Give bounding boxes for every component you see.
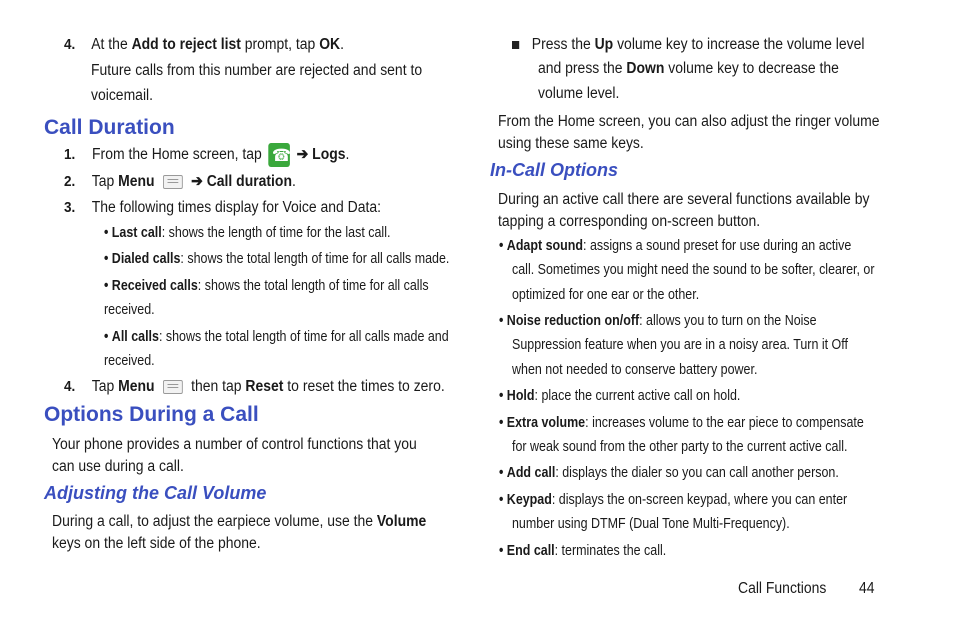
bullet-desc: : shows the total length of time for all calls made and bbox=[158, 329, 449, 345]
up-label: Up bbox=[594, 36, 614, 53]
menu-label: Menu bbox=[118, 173, 155, 190]
page-number: 44 bbox=[859, 580, 875, 597]
volume-line1 bbox=[52, 510, 426, 534]
bullet-icon: • bbox=[499, 238, 504, 254]
bullet-desc-continued: received. bbox=[104, 302, 155, 318]
ringer-line1: From the Home screen, you can also adjust the ringer volume bbox=[498, 113, 880, 130]
bullet-icon: • bbox=[499, 388, 504, 404]
arrow-icon: ➔ bbox=[191, 173, 203, 190]
list-item bbox=[499, 411, 864, 435]
press-up-down-item bbox=[512, 33, 864, 57]
bullet-desc: : displays the on-screen keypad, where you can enter bbox=[551, 492, 848, 508]
bullet-icon: • bbox=[104, 225, 109, 241]
bullet-term: End call bbox=[506, 543, 555, 559]
bullet-icon: • bbox=[104, 278, 109, 294]
bullet-icon: • bbox=[499, 492, 504, 508]
bullet-desc: : shows the length of time for the last call. bbox=[161, 225, 391, 241]
in-call-options-heading: In-Call Options bbox=[490, 160, 618, 180]
bullet-desc: : shows the total length of time for all calls bbox=[197, 278, 429, 294]
list-item bbox=[499, 234, 851, 258]
options-intro-line1: Your phone provides a number of control functions that you bbox=[52, 436, 417, 453]
ringer-line2: using these same keys. bbox=[498, 135, 644, 152]
step-text: The following times display for Voice and Data: bbox=[91, 199, 382, 216]
footer-section-title: Call Functions bbox=[738, 580, 827, 597]
ok-label: OK bbox=[319, 36, 341, 53]
step-text: prompt, tap bbox=[240, 36, 320, 53]
step-text: then tap bbox=[191, 378, 246, 395]
down-label: Down bbox=[626, 60, 665, 77]
reset-label: Reset bbox=[245, 378, 284, 395]
list-item bbox=[104, 274, 429, 298]
bullet-desc-continued: call. Sometimes you might need the sound to be softer, clearer, or bbox=[512, 262, 875, 278]
logs-label: Logs bbox=[312, 146, 346, 164]
step-text: . bbox=[345, 146, 350, 164]
step-text: From the Home screen, tap bbox=[92, 146, 262, 164]
press-text: and press the bbox=[538, 60, 627, 77]
bullet-icon: • bbox=[499, 543, 504, 559]
bullet-term: Received calls bbox=[111, 278, 198, 294]
call-duration-heading: Call Duration bbox=[44, 116, 175, 139]
call-duration-step3 bbox=[64, 196, 381, 220]
bullet-desc: : assigns a sound preset for use during an active bbox=[583, 238, 852, 254]
step-number: 1. bbox=[64, 146, 76, 164]
incall-intro-line1: During an active call there are several functions available by bbox=[498, 191, 870, 208]
press-line2 bbox=[538, 57, 839, 81]
press-text: volume key to increase the volume level bbox=[613, 36, 865, 53]
step-text: . bbox=[291, 173, 296, 190]
adjusting-call-volume-heading: Adjusting the Call Volume bbox=[44, 483, 267, 503]
menu-key-icon bbox=[163, 175, 183, 189]
bullet-term: Extra volume bbox=[506, 415, 586, 431]
call-duration-label: Call duration bbox=[206, 173, 292, 190]
bullet-desc: : displays the dialer so you can call another person. bbox=[555, 465, 839, 481]
bullet-icon: • bbox=[104, 329, 109, 345]
bullet-icon: • bbox=[499, 465, 504, 481]
call-duration-step1 bbox=[64, 143, 349, 167]
step-number: 3. bbox=[64, 199, 76, 216]
bullet-icon: • bbox=[499, 313, 504, 329]
bullet-term: Adapt sound bbox=[506, 238, 584, 254]
list-item bbox=[499, 461, 839, 485]
bullet-desc-continued: Suppression feature when you are in a noisy area. Turn it Off bbox=[512, 337, 848, 353]
call-duration-step2 bbox=[64, 170, 296, 194]
arrow-icon: ➔ bbox=[296, 146, 309, 164]
list-item bbox=[104, 247, 449, 271]
bullet-term: All calls bbox=[111, 329, 159, 345]
options-intro-line2: can use during a call. bbox=[52, 458, 184, 475]
reject-note-line1: Future calls from this number are rejected and sent to bbox=[91, 62, 423, 79]
step-text: Tap bbox=[91, 173, 119, 190]
volume-label: Volume bbox=[376, 513, 427, 530]
step-text: . bbox=[340, 36, 344, 53]
step-text: At the bbox=[91, 36, 132, 53]
step-text: to reset the times to zero. bbox=[283, 378, 445, 395]
bullet-desc: : shows the total length of time for all calls made. bbox=[180, 251, 450, 267]
phone-app-icon bbox=[268, 143, 290, 167]
menu-key-icon bbox=[163, 380, 183, 394]
bullet-term: Keypad bbox=[506, 492, 552, 508]
reject-note-line2: voicemail. bbox=[91, 87, 154, 104]
bullet-desc: : terminates the call. bbox=[554, 543, 667, 559]
bullet-desc: : allows you to turn on the Noise bbox=[639, 313, 817, 329]
list-item bbox=[499, 309, 817, 333]
press-text: Press the bbox=[531, 36, 595, 53]
bullet-term: Add call bbox=[506, 465, 556, 481]
bullet-desc-continued: for weak sound from the other party to the current active call. bbox=[512, 439, 848, 455]
step-add-to-reject-list bbox=[64, 33, 344, 57]
bullet-desc-continued: received. bbox=[104, 353, 155, 369]
bullet-icon: • bbox=[104, 251, 109, 267]
list-item bbox=[104, 325, 449, 349]
list-item bbox=[499, 539, 666, 563]
call-duration-step4 bbox=[64, 375, 445, 399]
bullet-desc-continued: number using DTMF (Dual Tone Multi-Frequency). bbox=[512, 516, 790, 532]
bullet-desc: : place the current active call on hold. bbox=[534, 388, 741, 404]
step-number: 2. bbox=[64, 173, 76, 190]
bullet-term: Hold bbox=[506, 388, 535, 404]
list-item bbox=[499, 384, 740, 408]
step-number: 4. bbox=[64, 378, 76, 395]
step-number: 4. bbox=[64, 36, 76, 53]
menu-label: Menu bbox=[118, 378, 155, 395]
add-to-reject-list-label: Add to reject list bbox=[131, 36, 241, 53]
incall-intro-line2: tapping a corresponding on-screen button. bbox=[498, 213, 761, 230]
volume-text: During a call, to adjust the earpiece volume, use the bbox=[52, 513, 377, 530]
bullet-desc-continued: optimized for one ear or the other. bbox=[512, 287, 700, 303]
bullet-term: Noise reduction on/off bbox=[506, 313, 640, 329]
bullet-term: Dialed calls bbox=[111, 251, 181, 267]
step-text: Tap bbox=[91, 378, 119, 395]
bullet-icon: • bbox=[499, 415, 504, 431]
square-bullet-icon bbox=[512, 41, 519, 49]
bullet-desc: : increases volume to the ear piece to compensate bbox=[585, 415, 864, 431]
options-during-call-heading: Options During a Call bbox=[44, 403, 259, 426]
volume-line2: keys on the left side of the phone. bbox=[52, 535, 261, 552]
bullet-desc-continued: when not needed to conserve battery power. bbox=[512, 362, 758, 378]
list-item bbox=[104, 221, 390, 245]
list-item bbox=[499, 488, 847, 512]
press-line3: volume level. bbox=[538, 85, 620, 102]
press-text: volume key to decrease the bbox=[664, 60, 839, 77]
bullet-term: Last call bbox=[111, 225, 162, 241]
